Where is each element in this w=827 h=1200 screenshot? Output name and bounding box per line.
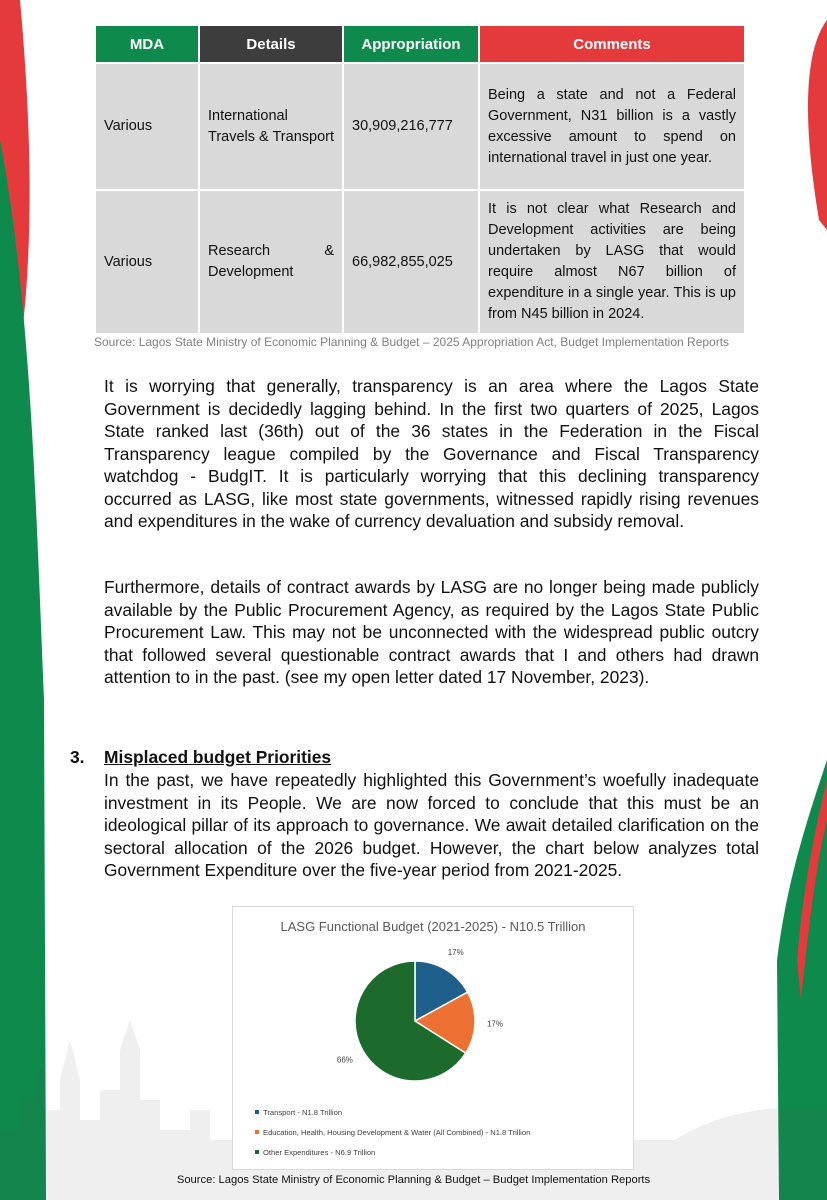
slice-data-label-1: 17% — [486, 1019, 503, 1029]
chart-title: LASG Functional Budget (2021-2025) - N10.5 Trillion — [280, 919, 586, 934]
section-title: Misplaced budget Priorities — [104, 747, 332, 767]
pie-chart-svg — [233, 907, 633, 1169]
cell-mda: Various — [96, 191, 198, 333]
cell-appropriation: 30,909,216,777 — [344, 64, 478, 189]
cell-mda: Various — [96, 64, 198, 189]
chart-source-note: Source: Lagos State Ministry of Economic Planning & Budget – Budget Implementation Reports — [176, 1174, 651, 1186]
section-body-paragraph: In the past, we have repeatedly highlighted this Government’s woefully inadequate investment in its People. We are now forced to conclude that this must be an ideological pillar of its approach to governance. We await detailed clarification on the sectoral allocation of the 2026 budget. However, the chart below analyzes total Government Expenditure over the five-year period from 2021-2025. — [104, 770, 759, 880]
table-source-note: Source: Lagos State Ministry of Economic Planning & Budget – 2025 Appropriation Act, Budget Implementation Reports — [94, 335, 730, 349]
cell-comments: It is not clear what Research and Development activities are being undertaken by LASG that would require almost N67 billion of expenditure in a single year. This is up from N45 billion in 2024. — [480, 191, 744, 333]
header-mda: MDA — [96, 26, 198, 62]
header-comments: Comments — [480, 26, 744, 62]
slice-data-label-0: 17% — [447, 948, 464, 958]
cell-comments: Being a state and not a Federal Government, N31 billion is a vastly excessive amount to spend on international travel in just one year. — [480, 64, 744, 189]
transparency-paragraph: It is worrying that generally, transparency is an area where the Lagos State Government is decidedly lagging behind. In the first two quarters of 2025, Lagos State ranked last (36th) out of the 36 states in the Federation in the Fiscal Transparency league compiled by the Governance and Fiscal Transparency watchdog - BudgIT. It is particularly worrying that this declining transparency occurred as LASG, like most state governments, witnessed rapidly rising revenues and expenditures in the wake of currency devaluation and subsidy removal. — [104, 376, 759, 531]
legend-label-0: Transport - N1.8 Trillion — [263, 1108, 343, 1117]
header-appropriation: Appropriation — [344, 26, 478, 62]
cell-details: Research & Development — [200, 191, 342, 333]
table-header-row — [96, 26, 744, 62]
legend-label-2: Other Expenditures - N6.9 Trillion — [263, 1148, 376, 1157]
table-row — [96, 191, 744, 333]
header-details: Details — [200, 26, 342, 62]
section-number: 3. — [70, 747, 85, 767]
legend-swatch-1 — [255, 1130, 259, 1134]
budget-items-table — [94, 24, 746, 335]
cell-details: International Travels & Transport — [200, 64, 342, 189]
legend-label-1: Education, Health, Housing Development & Water (All Combined) - N1.8 Trillion — [263, 1128, 531, 1137]
slice-data-label-2: 66% — [336, 1055, 353, 1065]
table-row — [96, 64, 744, 189]
functional-budget-chart — [232, 906, 634, 1170]
legend-swatch-2 — [255, 1150, 259, 1154]
contracts-paragraph: Furthermore, details of contract awards by LASG are no longer being made publicly available by the Public Procurement Agency, as required by the Lagos State Public Procurement Law. This may not be unconnected with the widespread public outcry that followed several questionable contract awards that I and others had drawn attention to in the past. (see my open letter dated 17 November, 2023). — [104, 577, 759, 687]
legend-swatch-0 — [255, 1110, 259, 1114]
cell-appropriation: 66,982,855,025 — [344, 191, 478, 333]
